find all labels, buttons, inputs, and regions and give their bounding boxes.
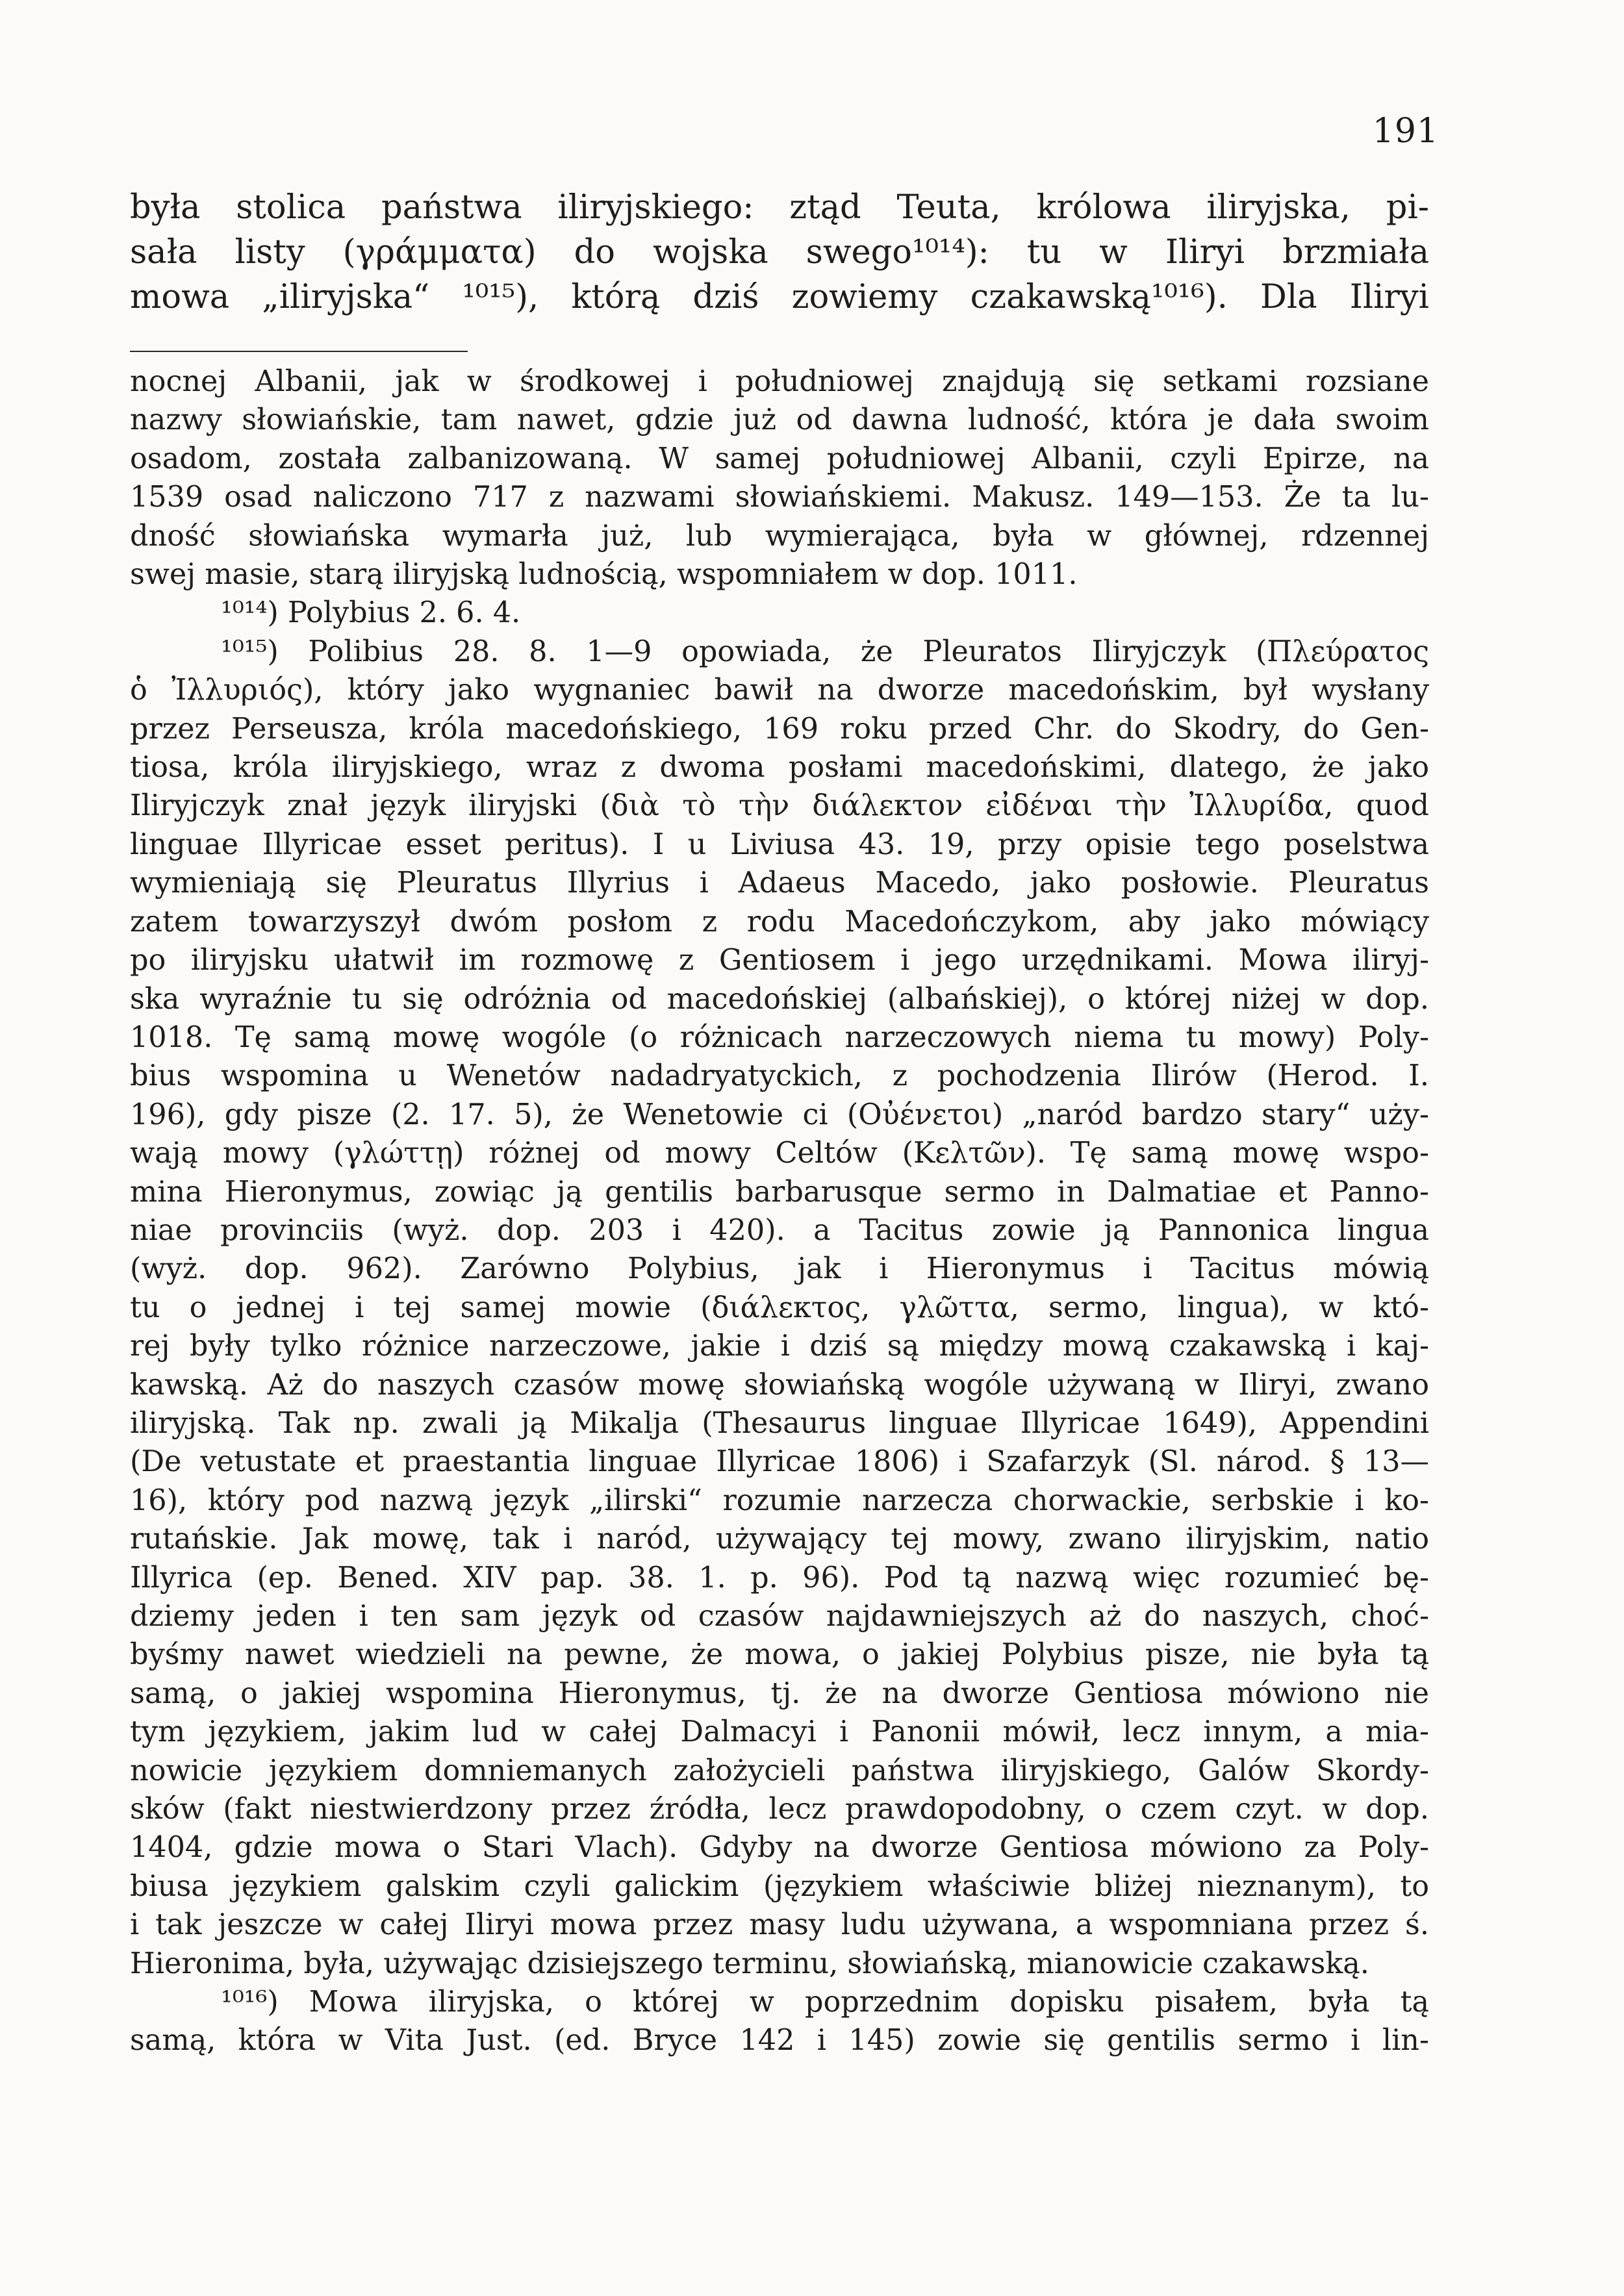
footnote-line: tu o jednej i tej samej mowie (διάλεκτος, γλῶττα, sermo, lingua), w któ-: [130, 1291, 1429, 1324]
footnote-line: zatem towarzyszył dwóm posłom z rodu Macedończykom, aby jako mówiący: [130, 905, 1429, 939]
footnote-line: i tak jeszcze w całej Iliryi mowa przez masy ludu używana, a wspomniana przez ś.: [130, 1908, 1429, 1942]
footnote-line: wają mowy (γλώττῃ) różnej od mowy Celtów (Κελτῶν). Tę samą mowę wspo-: [130, 1137, 1429, 1170]
footnote-line: bius wspomina u Wenetów nadadryatyckich, z pochodzenia Ilirów (Herod. I.: [130, 1059, 1429, 1093]
footnote-line: niae provinciis (wyż. dop. 203 i 420). a Tacitus zowie ją Pannonica lingua: [130, 1213, 1429, 1247]
footnote-line: nowicie językiem domniemanych założycieli państwa iliryjskiego, Galów Skordy-: [130, 1754, 1429, 1787]
footnote-line: swej masie, starą iliryjską ludnością, wspomniałem w dop. 1011.: [130, 558, 1078, 592]
footnote-line: osadom, została zalbanizowaną. W samej południowej Albanii, czyli Epirze, na: [130, 442, 1429, 475]
footnote-1014: ¹⁰¹⁴) Polybius 2. 6. 4.: [221, 596, 521, 630]
main-body-text: [130, 185, 1429, 320]
footnote-line: biusa językiem galskim czyli galickim (językiem właściwie bliżej nieznanym), to: [130, 1869, 1429, 1903]
footnote-line: 16), który pod nazwą język „ilirski“ rozumie narzecza chorwackie, serbskie i ko-: [130, 1483, 1429, 1517]
footnote-line: 1018. Tę samą mowę wogóle (o różnicach narzeczowych niema tu mowy) Poly-: [130, 1020, 1429, 1054]
footnote-line: samą, o jakiej wspomina Hieronymus, tj. że na dworze Gentiosa mówiono nie: [130, 1676, 1429, 1710]
footnote-line: ὁ Ἰλλυριός), który jako wygnaniec bawił na dworze macedońskim, był wysłany: [130, 674, 1429, 707]
footnote-line: kawską. Aż do naszych czasów mowę słowiańską wogóle używaną w Iliryi, zwano: [130, 1368, 1429, 1402]
footnote-line: (De vetustate et praestantia linguae Illyricae 1806) i Szafarzyk (Sl. národ. § 13—: [130, 1445, 1429, 1479]
footnote-line: iliryjską. Tak np. zwali ją Mikalja (Thesaurus linguae Illyricae 1649), Appendini: [130, 1406, 1429, 1440]
footnote-line: linguae Illyricae esset peritus). I u Liviusa 43. 19, przy opisie tego poselstwa: [130, 827, 1429, 861]
footnote-line: 196), gdy pisze (2. 17. 5), że Wenetowie ci (Οὐένετοι) „naród bardzo stary“ uży-: [130, 1098, 1429, 1131]
footnote-line: tiosa, króla iliryjskiego, wraz z dwoma posłami macedońskimi, dlatego, że jako: [130, 751, 1429, 785]
footnotes: [130, 362, 1429, 2060]
footnote-1016: ¹⁰¹⁶) Mowa iliryjska, o której w poprzednim dopisku pisałem, była tą: [221, 1986, 1429, 2019]
footnote-line: byśmy nawet wiedzieli na pewne, że mowa, o jakiej Polybius pisze, nie była tą: [130, 1638, 1429, 1672]
footnote-line: 1404, gdzie mowa o Stari Vlach). Gdyby na dworze Gentiosa mówiono za Poly-: [130, 1831, 1429, 1865]
footnote-line: tym językiem, jakim lud w całej Dalmacyi i Panonii mówił, lecz innym, a mia-: [130, 1715, 1429, 1749]
body-line: była stolica państwa iliryjskiego: ztąd Teuta, królowa iliryjska, pi-: [130, 188, 1429, 227]
footnote-line: przez Perseusza, króla macedońskiego, 169 roku przed Chr. do Skodry, do Gen-: [130, 712, 1429, 746]
footnote-1015: ¹⁰¹⁵) Polibius 28. 8. 1—9 opowiada, że Pleuratos Iliryjczyk (Πλεύρατος: [221, 635, 1429, 668]
footnote-line: sków (fakt niestwierdzony przez źródła, lecz prawdopodobny, o czem czyt. w dop.: [130, 1793, 1429, 1826]
footnote-line: Iliryjczyk znał język iliryjski (διὰ τὸ τὴν διάλεκτον εἰδέναι τὴν Ἰλλυρίδα, quod: [130, 789, 1429, 823]
body-line: mowa „iliryjska“ ¹⁰¹⁵), którą dziś zowiemy czakawską¹⁰¹⁶). Dla Iliryi: [130, 278, 1429, 316]
footnote-line: rej były tylko różnice narzeczowe, jakie i dziś są między mową czakawską i kaj-: [130, 1330, 1429, 1363]
footnote-line: (wyż. dop. 962). Zarówno Polybius, jak i Hieronymus i Tacitus mówią: [130, 1252, 1429, 1286]
page-number: 191: [1372, 112, 1439, 151]
footnote-line: mina Hieronymus, zowiąc ją gentilis barbarusque sermo in Dalmatiae et Panno-: [130, 1175, 1429, 1209]
footnote-line: rutańskie. Jak mowę, tak i naród, używający tej mowy, zwano iliryjskim, natio: [130, 1522, 1429, 1556]
footnote-line: wymieniają się Pleuratus Illyrius i Adaeus Macedo, jako posłowie. Pleuratus: [130, 866, 1429, 900]
footnote-line: dność słowiańska wymarła już, lub wymierająca, była w głównej, rdzennej: [130, 519, 1429, 553]
footnote-line: nocnej Albanii, jak w środkowej i południowej znajdują się setkami rozsiane: [130, 365, 1429, 398]
footnote-line: po iliryjsku ułatwił im rozmowę z Gentiosem i jego urzędnikami. Mowa iliryj-: [130, 944, 1429, 978]
body-line: sała listy (γράμματα) do wojska swego¹⁰¹⁴): tu w Iliryi brzmiała: [130, 233, 1429, 271]
footnote-line: samą, która w Vita Just. (ed. Bryce 142 i 145) zowie się gentilis sermo i lin-: [130, 2024, 1429, 2058]
footnote-line: nazwy słowiańskie, tam nawet, gdzie już od dawna ludność, która je dała swoim: [130, 403, 1429, 437]
footnote-line: Illyrica (ep. Bened. XIV pap. 38. 1. p. 96). Pod tą nazwą więc rozumieć bę-: [130, 1561, 1429, 1595]
footnote-line: 1539 osad naliczono 717 z nazwami słowiańskiemi. Makusz. 149—153. Że ta lu-: [130, 481, 1429, 514]
footnote-divider: [130, 351, 468, 352]
footnote-line: dziemy jeden i ten sam język od czasów najdawniejszych aż do naszych, choć-: [130, 1600, 1429, 1633]
footnote-line: Hieronima, była, używając dzisiejszego terminu, słowiańską, mianowicie czakawską.: [130, 1947, 1369, 1980]
footnote-line: ska wyraźnie tu się odróżnia od macedońskiej (albańskiej), o której niżej w dop.: [130, 982, 1429, 1016]
